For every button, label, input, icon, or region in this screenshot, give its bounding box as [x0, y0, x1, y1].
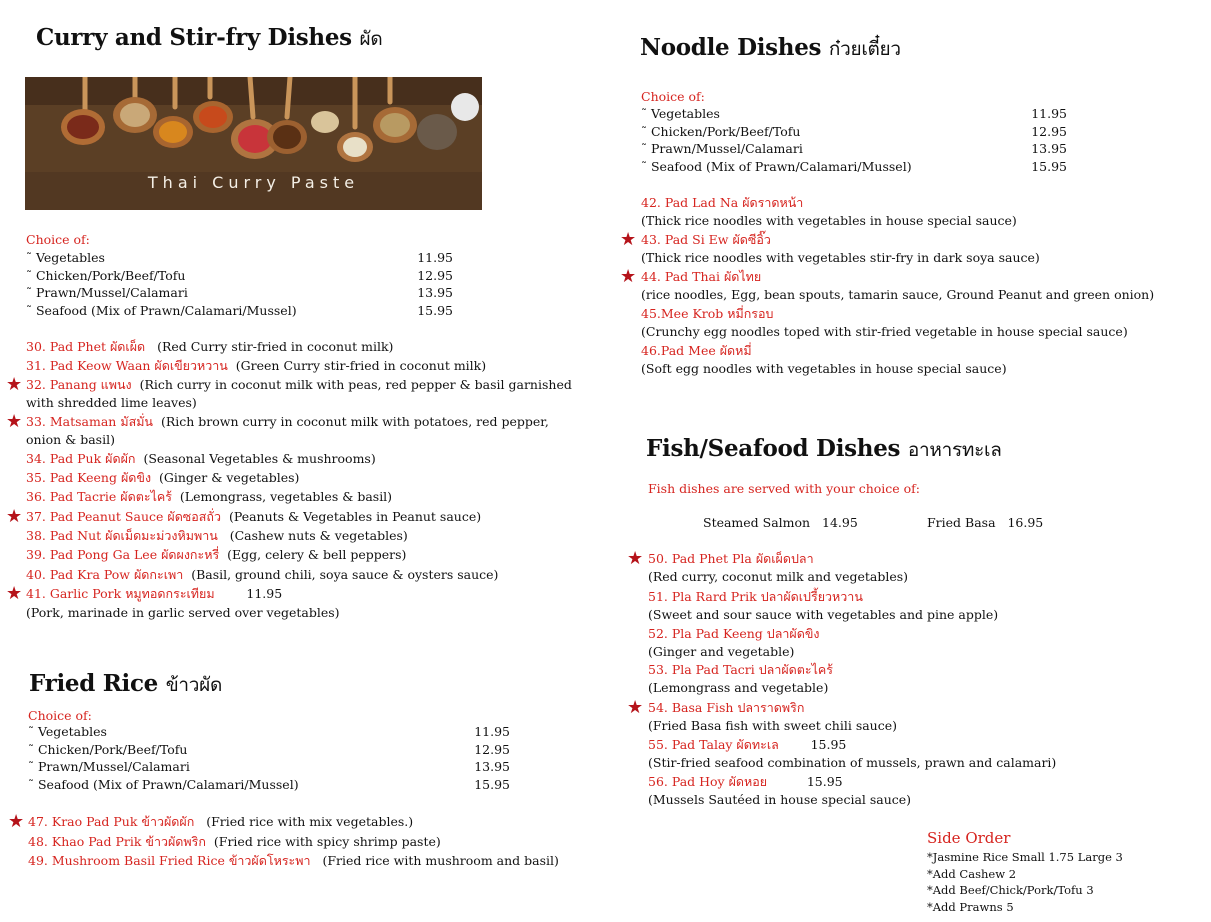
- menu-item-desc: (Rich curry in coconut milk with peas, red pepper & basil garnished: [139, 377, 572, 392]
- menu-item: [26, 357, 486, 375]
- menu-item-desc: (Rich brown curry in coconut milk with potatoes, red pepper,: [160, 414, 549, 429]
- choice-price: 12.95: [474, 741, 510, 757]
- menu-item-name: 47. Krao Pad Puk ข้าวผัดผัก: [28, 814, 195, 829]
- star-icon: ★: [627, 697, 644, 718]
- choice-name: Chicken/Pork/Beef/Tofu: [37, 741, 188, 757]
- curry-section-title: [36, 24, 382, 54]
- star-icon: ★: [620, 266, 637, 287]
- side-order-list: [927, 849, 1123, 915]
- menu-item-name: 30. Pad Phet ผัดเผ็ด: [26, 339, 146, 354]
- tilde-bullet: ˜: [28, 725, 34, 739]
- menu-item: [26, 566, 498, 584]
- menu-item-name: 49. Mushroom Basil Fried Rice ข้าวผัดโหระพา: [28, 853, 311, 868]
- curry-title-text: Curry and Stir-fry Dishes: [36, 24, 352, 51]
- star-icon: ★: [8, 811, 25, 832]
- star-icon: ★: [6, 411, 23, 432]
- curry-paste-banner: [25, 77, 482, 210]
- menu-item-name: 45.Mee Krob หมี่กรอบ: [641, 306, 774, 321]
- menu-item: [26, 376, 572, 394]
- tilde-bullet: ˜: [26, 286, 32, 300]
- choice-name: Chicken/Pork/Beef/Tofu: [650, 123, 801, 139]
- choice-row: [641, 158, 1067, 176]
- choice-price: 13.95: [417, 285, 453, 300]
- menu-item-desc: (Lemongrass and vegetable): [648, 680, 829, 695]
- menu-item-desc-cont: (Pork, marinade in garlic served over vegetables): [26, 605, 340, 620]
- star-icon: ★: [6, 374, 23, 395]
- choice-name: Seafood (Mix of Prawn/Calamari/Mussel): [650, 158, 912, 174]
- menu-item-desc: (Egg, celery & bell peppers): [227, 547, 407, 562]
- noodle-choice-list: [641, 105, 1067, 175]
- menu-item-price: 11.95: [246, 586, 283, 601]
- menu-item-name: 48. Khao Pad Prik ข้าวผัดพริก: [28, 834, 206, 849]
- menu-item-name: 40. Pad Kra Pow ผัดกะเพา: [26, 567, 184, 582]
- menu-item-desc: (rice noodles, Egg, bean spouts, tamarin sauce, Ground Peanut and green onion): [641, 287, 1155, 302]
- menu-item: [26, 338, 393, 356]
- fried-rice-choice-list: [28, 723, 510, 793]
- tilde-bullet: ˜: [641, 142, 647, 156]
- menu-item: [26, 469, 299, 487]
- curry-choice-label: Choice of:: [26, 232, 90, 247]
- choice-name: Vegetables: [650, 106, 720, 121]
- menu-item-desc: (Ginger & vegetables): [159, 470, 300, 485]
- choice-price: 11.95: [417, 250, 453, 265]
- choice-price: 13.95: [474, 759, 510, 774]
- menu-item: [648, 773, 843, 791]
- menu-item-desc: (Green Curry stir-fried in coconut milk): [235, 358, 487, 373]
- side-order-item: *Add Prawns 5: [927, 899, 1014, 914]
- menu-item-name: 54. Basa Fish ปลาราดพริก: [648, 700, 805, 715]
- menu-item-desc: (Thick rice noodles with vegetables in house special sauce): [641, 213, 1017, 228]
- choice-name: Seafood (Mix of Prawn/Calamari/Mussel): [37, 776, 299, 792]
- menu-item-desc-cont: onion & basil): [26, 432, 115, 447]
- fried-rice-title-thai: ข้าวผัด: [165, 674, 223, 696]
- menu-item-desc: (Soft egg noodles with vegetables in house special sauce): [641, 361, 1007, 376]
- menu-item-desc: (Seasonal Vegetables & mushrooms): [143, 451, 376, 466]
- tilde-bullet: ˜: [26, 268, 32, 283]
- menu-item-name: 50. Pad Phet Pla ผัดเผ็ดปลา: [648, 551, 814, 566]
- menu-item-price: 15.95: [810, 737, 847, 752]
- side-order-item: *Add Cashew 2: [927, 866, 1017, 881]
- menu-item-name: 52. Pla Pad Keeng ปลาผัดขิง: [648, 626, 820, 641]
- choice-row: [28, 758, 510, 776]
- menu-item: [28, 833, 441, 851]
- tilde-bullet: ˜: [641, 124, 647, 139]
- tilde-bullet: ˜: [26, 303, 32, 318]
- fried-rice-title-text: Fried Rice: [29, 670, 158, 697]
- menu-item: [28, 813, 413, 831]
- menu-item-name: 46.Pad Mee ผัดหมี่: [641, 343, 752, 358]
- choice-name: Vegetables: [37, 724, 107, 739]
- side-order-item: *Jasmine Rice Small 1.75 Large 3: [927, 850, 1123, 864]
- choice-price: 12.95: [417, 267, 453, 283]
- fried-rice-section-title: [29, 670, 222, 700]
- menu-item-desc: (Cashew nuts & vegetables): [229, 528, 408, 543]
- tilde-bullet: ˜: [26, 251, 32, 265]
- curry-title-thai: ผัด: [359, 28, 383, 50]
- choice-row: [26, 284, 453, 302]
- noodle-choice-label: Choice of:: [641, 89, 705, 104]
- menu-item-desc: (Fried rice with mushroom and basil): [322, 853, 559, 868]
- choice-row: [28, 741, 510, 759]
- choice-price: 15.95: [1031, 158, 1067, 174]
- menu-item: [26, 488, 392, 506]
- star-icon: ★: [6, 506, 23, 527]
- choice-name: Prawn/Mussel/Calamari: [650, 141, 803, 156]
- choice-row: [26, 249, 453, 267]
- menu-item-name: 35. Pad Keeng ผัดขิง: [26, 470, 152, 485]
- menu-item-price: 15.95: [806, 774, 843, 789]
- menu-item-name: 55. Pad Talay ผัดทะเล: [648, 737, 779, 752]
- choice-row: [28, 723, 510, 741]
- fish-title-thai: อาหารทะเล: [907, 439, 1002, 461]
- menu-item-name: 42. Pad Lad Na ผัดราดหน้า: [641, 195, 804, 210]
- menu-item-desc: (Sweet and sour sauce with vegetables and pine apple): [648, 607, 999, 622]
- choice-row: [26, 302, 453, 320]
- choice-price: 15.95: [417, 302, 453, 318]
- menu-item-desc: (Stir-fried seafood combination of mussels, prawn and calamari): [648, 755, 1057, 770]
- menu-item-desc: (Ginger and vegetable): [648, 644, 795, 659]
- menu-item-name: 44. Pad Thai ผัดไทย: [641, 269, 762, 284]
- menu-item-desc: (Crunchy egg noodles toped with stir-fried vegetable in house special sauce): [641, 324, 1128, 339]
- menu-item-desc-cont: with shredded lime leaves): [26, 395, 197, 410]
- choice-price: 11.95: [1031, 106, 1067, 121]
- fish-option-basa: [927, 514, 1043, 532]
- menu-item-name: 38. Pad Nut ผัดเม็ดมะม่วงหิมพาน: [26, 528, 218, 543]
- choice-price: 15.95: [474, 776, 510, 792]
- fish-option-name: Fried Basa: [927, 515, 996, 530]
- choice-row: [641, 105, 1067, 123]
- choice-name: Prawn/Mussel/Calamari: [35, 285, 188, 300]
- noodle-title-thai: ก๋วยเตี๋ยว: [828, 38, 901, 60]
- fish-title-text: Fish/Seafood Dishes: [646, 435, 901, 462]
- menu-item-desc: (Peanuts & Vegetables in Peanut sauce): [228, 509, 482, 524]
- choice-row: [641, 123, 1067, 141]
- tilde-bullet: ˜: [641, 107, 647, 121]
- fish-section-title: [646, 435, 1002, 465]
- menu-item: [26, 527, 408, 545]
- menu-item-name: 34. Pad Puk ผัดผัก: [26, 451, 136, 466]
- menu-item-name: 53. Pla Pad Tacri ปลาผัดตะไคร้: [648, 662, 833, 677]
- menu-item-desc: (Basil, ground chili, soya sauce & oysters sauce): [191, 567, 499, 582]
- menu-item: [26, 508, 481, 526]
- menu-item-desc: (Lemongrass, vegetables & basil): [179, 489, 393, 504]
- menu-item: [648, 736, 846, 754]
- menu-item-name: 31. Pad Keow Waan ผัดเขียวหวาน: [26, 358, 228, 373]
- menu-item-name: 33. Matsaman มัสมั่น: [26, 414, 153, 429]
- tilde-bullet: ˜: [28, 760, 34, 774]
- choice-name: Prawn/Mussel/Calamari: [37, 759, 190, 774]
- banner-caption: Thai Curry Paste: [147, 173, 360, 192]
- tilde-bullet: ˜: [641, 159, 647, 174]
- menu-item-name: 37. Pad Peanut Sauce ผัดซอสถั่ว: [26, 509, 222, 524]
- fish-option-price: 14.95: [822, 515, 858, 530]
- star-icon: ★: [6, 583, 23, 604]
- menu-item-desc: (Red Curry stir-fried in coconut milk): [157, 339, 394, 354]
- menu-item-desc: (Thick rice noodles with vegetables stir-fry in dark soya sauce): [641, 250, 1040, 265]
- fish-option-name: Steamed Salmon: [703, 515, 811, 530]
- star-icon: ★: [627, 548, 644, 569]
- choice-name: Seafood (Mix of Prawn/Calamari/Mussel): [35, 302, 297, 318]
- choice-row: [26, 267, 453, 285]
- side-order-title: Side Order: [927, 829, 1011, 847]
- fish-intro: Fish dishes are served with your choice of:: [648, 481, 921, 496]
- choice-price: 12.95: [1031, 123, 1067, 139]
- curry-choice-list: [26, 249, 453, 319]
- fish-option-price: 16.95: [1007, 515, 1044, 530]
- menu-item-desc: (Red curry, coconut milk and vegetables): [648, 569, 909, 584]
- menu-item-name: 39. Pad Pong Ga Lee ผัดผงกะหรี่: [26, 547, 220, 562]
- menu-item: [26, 585, 282, 603]
- menu-item-desc: (Mussels Sautéed in house special sauce): [648, 792, 912, 807]
- menu-item-desc: (Fried rice with mix vegetables.): [206, 814, 414, 829]
- choice-row: [28, 776, 510, 794]
- menu-item-name: 41. Garlic Pork หมูทอดกระเทียม: [26, 586, 215, 601]
- choice-name: Vegetables: [35, 250, 105, 265]
- side-order-item: *Add Beef/Chick/Pork/Tofu 3: [927, 883, 1094, 897]
- menu-item: [28, 852, 559, 870]
- choice-row: [641, 140, 1067, 158]
- menu-item-name: 51. Pla Rard Prik ปลาผัดเปรี้ยวหวาน: [648, 589, 863, 604]
- noodle-title-text: Noodle Dishes: [640, 34, 822, 61]
- choice-price: 13.95: [1031, 141, 1067, 156]
- tilde-bullet: ˜: [28, 742, 34, 757]
- choice-name: Chicken/Pork/Beef/Tofu: [35, 267, 186, 283]
- menu-item-name: 56. Pad Hoy ผัดหอย: [648, 774, 768, 789]
- menu-item: [26, 413, 549, 431]
- menu-item: [26, 450, 376, 468]
- fish-option-salmon: [703, 514, 858, 532]
- menu-item-desc: (Fried Basa fish with sweet chili sauce): [648, 718, 898, 733]
- star-icon: ★: [620, 229, 637, 250]
- menu-item: [26, 546, 406, 564]
- menu-item-name: 32. Panang แพนง: [26, 377, 132, 392]
- choice-price: 11.95: [474, 724, 510, 739]
- noodle-section-title: [640, 34, 901, 64]
- fried-rice-choice-label: Choice of:: [28, 708, 92, 723]
- menu-item-name: 43. Pad Si Ew ผัดซีอิ๊ว: [641, 232, 771, 247]
- tilde-bullet: ˜: [28, 777, 34, 792]
- menu-item-desc: (Fried rice with spicy shrimp paste): [213, 834, 441, 849]
- menu-item-name: 36. Pad Tacrie ผัดตะไคร้: [26, 489, 172, 504]
